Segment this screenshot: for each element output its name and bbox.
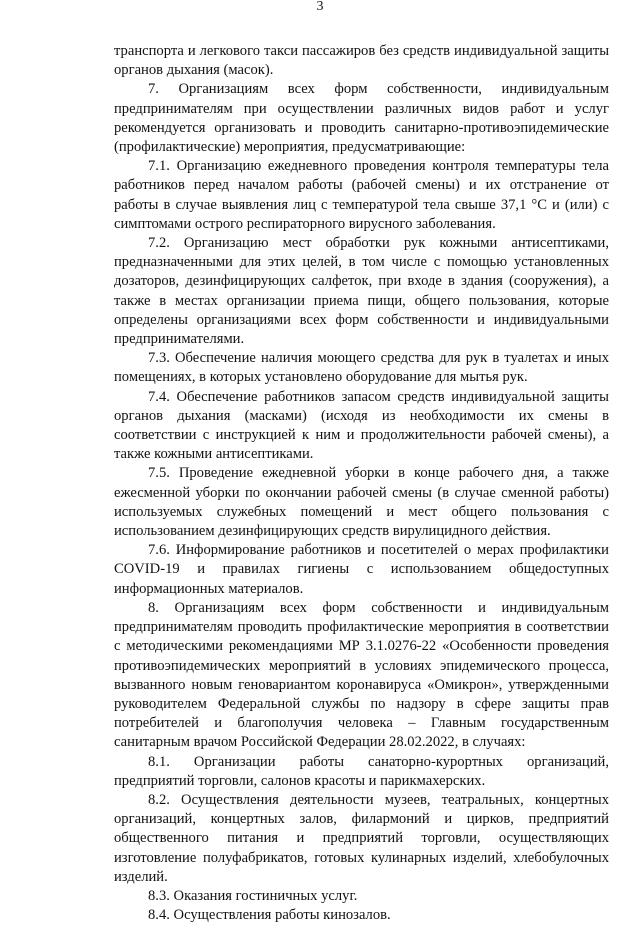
paragraph-7: 7. Организациям всех форм собственности, индивидуальным предпринимателям при осуществлении различных видов работ и услуг рекомендуется организовать и проводить санитарно-противоэпидемические (профилактические) мероприятия, предусматривающие:	[114, 81, 609, 156]
document-body	[114, 42, 609, 925]
paragraph-8-3: 8.3. Оказания гостиничных услуг.	[148, 887, 358, 904]
paragraph-8-2: 8.2. Осуществления деятельности музеев, театральных, концертных организаций, концертных залов, филармоний и цирков, предприятий общественного питания и предприятий торговли, осуществляющих изготовление полуфабрикатов, готовых кулинарных изделий, хлебобулочных изделий.	[114, 791, 609, 885]
paragraph-7-5: 7.5. Проведение ежедневной уборки в конце рабочего дня, а также ежесменной уборки по окончании рабочей смены (в случае сменной работы) используемых служебных помещений и мест общего пользования с использованием дезинфицирующих средств вирулицидного действия.	[114, 465, 609, 540]
paragraph-7-1: 7.1. Организацию ежедневного проведения контроля температуры тела работников перед началом работы (рабочей смены) и их отстранение от работы в случае выявления лиц с температурой тела свыше 37,1 °С и (или) с симптомами острого респираторного вирусного заболевания.	[114, 158, 609, 232]
paragraph-8-1: 8.1. Организации работы санаторно-курортных организаций, предприятий торговли, салонов красоты и парикмахерских.	[114, 753, 609, 789]
paragraph-8-4: 8.4. Осуществления работы кинозалов.	[148, 907, 391, 924]
page-number: 3	[316, 0, 324, 14]
paragraph-continuation: транспорта и легкового такси пассажиров без средств индивидуальной защиты органов дыхания (масок).	[114, 43, 609, 79]
paragraph-7-2: 7.2. Организацию мест обработки рук кожными антисептиками, предназначенными для этих целей, в том числе с помощью установленных дозаторов, дезинфицирующих салфеток, при входе в здания (сооружения), а также в местах организации приема пищи, общего пользования, которые определены организациями всех форм собственности и индивидуальными предпринимателями.	[114, 235, 609, 348]
paragraph-8: 8. Организациям всех форм собственности и индивидуальным предпринимателям проводить профилактические мероприятия в соответствии с методическими рекомендациями МР 3.1.0276-22 «Особенности проведения противоэпидемических мероприятий в условиях эпидемического процесса, вызванного новым геновариантом коронавируса «Омикрон», утвержденными руководителем Федеральной службы по надзору в сфере защиты прав потребителей и благополучия человека – Главным государственным санитарным врачом Российской Федерации 28.02.2022, в случаях:	[114, 599, 609, 751]
paragraph-7-3: 7.3. Обеспечение наличия моющего средства для рук в туалетах и иных помещениях, в которых установлено оборудование для мытья рук.	[114, 350, 609, 386]
paragraph-7-6: 7.6. Информирование работников и посетителей о мерах профилактики COVID-19 и правилах гигиены с использованием общедоступных информационных материалов.	[114, 542, 609, 597]
paragraph-7-4: 7.4. Обеспечение работников запасом средств индивидуальной защиты органов дыхания (масками) (исходя из необходимости их смены в соответствии с инструкцией к ним и продолжительности рабочей смены), а также кожными антисептиками.	[114, 388, 609, 463]
